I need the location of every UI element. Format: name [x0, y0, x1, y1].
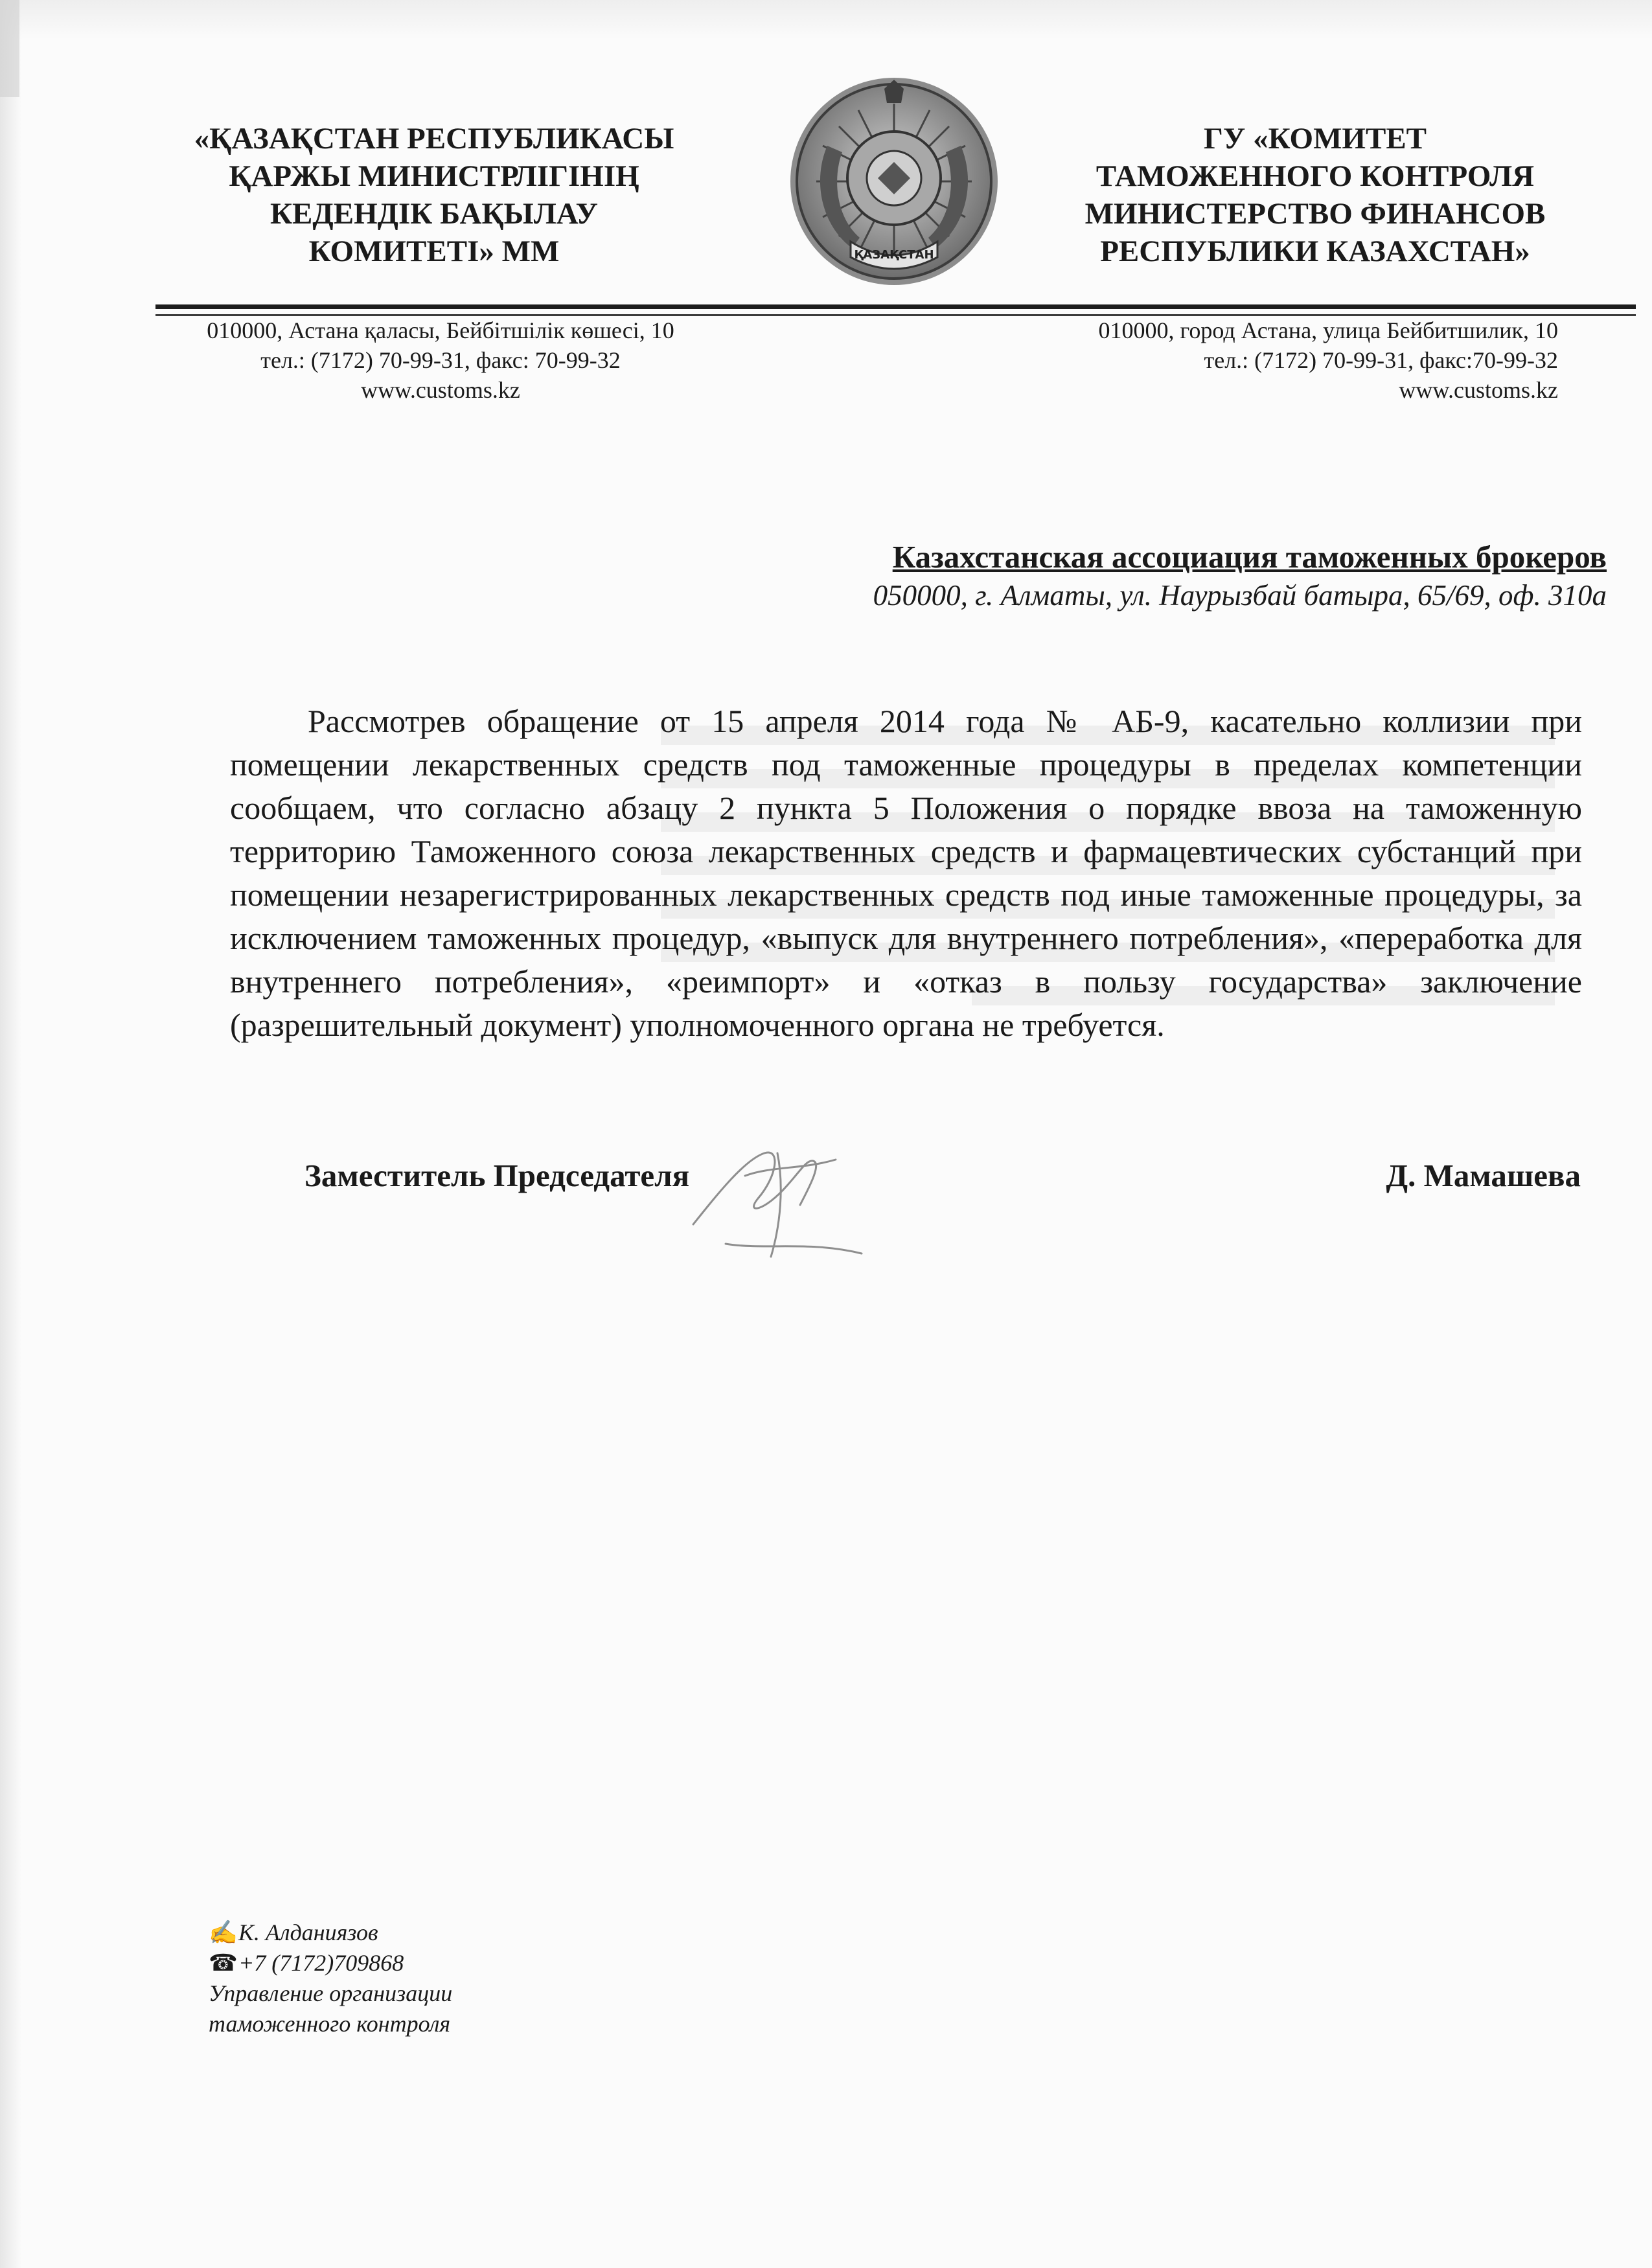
scan-corner-mark [0, 0, 19, 97]
recipient-address: 050000, г. Алматы, ул. Наурызбай батыра, 65/69, оф. 310а [873, 579, 1607, 612]
executor-block [209, 1918, 452, 2039]
recipient-name: Казахстанская ассоциация таможенных брокеров [892, 539, 1607, 575]
pencil-icon: ✍ [209, 1919, 238, 1945]
state-emblem-icon [787, 74, 1001, 288]
address-russian [994, 315, 1558, 405]
header-right-line-3: МИНИСТЕРСТВО ФИНАНСОВ [1084, 197, 1546, 231]
executor-dept-line-2: таможенного контроля [209, 2011, 451, 2037]
header-kazakh-block [155, 120, 713, 270]
executor-dept-line-1: Управление организации [209, 1980, 453, 2006]
executor-phone: +7 (7172)709868 [238, 1950, 404, 1976]
letter-body: Рассмотрев обращение от 15 апреля 2014 года № АБ-9, касательно коллизии при помещении лекарственных средств под таможенные процедуры в пределах компетенции сообщаем, что согласно абзацу 2 пункта 5 Положения о порядке ввоза на таможенную территорию Таможенного союза лекарственных средств и фармацевтических субстанций при помещении незарегистрированных лекарственных средств под иные таможенные процедуры, за исключением таможенных процедур, «выпуск для внутреннего потребления», «переработка для внутреннего потребления», «реимпорт» и «отказ в пользу государства» заключение (разрешительный документ) уполномоченного органа не требуется. [230, 703, 1582, 1043]
header-left-line-1: «ҚАЗАҚСТАН РЕСПУБЛИКАСЫ [194, 122, 674, 155]
executor-phone-row [209, 1948, 452, 1978]
address-left-line-2: тел.: (7172) 70-99-31, факс: 70-99-32 [260, 347, 621, 373]
header-russian-block [1050, 120, 1581, 270]
header-left-line-3: КЕДЕНДІК БАҚЫЛАУ [270, 197, 599, 231]
address-right-line-2: тел.: (7172) 70-99-31, факс:70-99-32 [1204, 347, 1558, 373]
signatory-title: Заместитель Председателя [304, 1158, 690, 1193]
handwritten-signature-icon [667, 1114, 881, 1276]
scan-edge-left [0, 0, 22, 2268]
address-right-website: www.customs.kz [1399, 377, 1558, 403]
header-right-line-4: РЕСПУБЛИКИ КАЗАХСТАН» [1100, 235, 1530, 268]
header-right-line-2: ТАМОЖЕННОГО КОНТРОЛЯ [1096, 159, 1535, 193]
address-right-line-1: 010000, город Астана, улица Бейбитшилик, 10 [1098, 317, 1558, 343]
header-right-line-1: ГУ «КОМИТЕТ [1203, 122, 1427, 155]
scan-edge-top [0, 0, 1652, 39]
signatory-name: Д. Мамашева [1386, 1158, 1581, 1193]
header-divider-thick [155, 304, 1636, 309]
address-left-line-1: 010000, Астана қаласы, Бейбітшілік көшесі, 10 [207, 317, 674, 343]
executor-name-row [209, 1918, 452, 1948]
header-left-line-2: ҚАРЖЫ МИНИСТРЛІГІНІҢ [229, 159, 639, 193]
address-kazakh [155, 315, 726, 405]
address-left-website: www.customs.kz [361, 377, 520, 403]
recipient-block [706, 538, 1607, 614]
executor-name: К. Алданиязов [238, 1919, 378, 1945]
header-left-line-4: КОМИТЕТІ» ММ [308, 235, 560, 268]
emblem-caption: ҚАЗАҚСТАН [854, 248, 934, 262]
phone-icon: ☎ [209, 1950, 238, 1976]
